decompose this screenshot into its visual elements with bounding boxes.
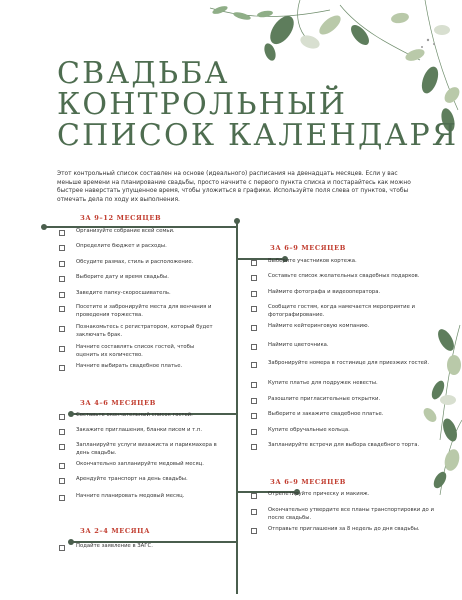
checkbox[interactable]	[251, 413, 257, 419]
checkbox[interactable]	[59, 261, 65, 267]
checklist-item: Выберите и закажите свадебное платье.	[251, 411, 441, 419]
checklist-item: Окончательно утвердите все планы транспортировки до и после свадьбы.	[251, 507, 441, 522]
checklist-item: Запланируйте услуги визажиста и парикмахера в день свадьбы.	[59, 442, 219, 457]
checklist-item: Обсудите размах, стиль и расположение.	[59, 259, 219, 267]
section-heading-2-4-months: ЗА 2–4 МЕСЯЦА	[80, 527, 151, 535]
checklist-item: Арендуйте транспорт на день свадьбы.	[59, 476, 219, 484]
checklist-item: Выберите участников кортежа.	[251, 258, 441, 266]
checklist-item: Подайте заявление в ЗАГС.	[59, 543, 219, 551]
section-heading-6-9-months: ЗА 6–9 МЕСЯЦЕВ	[270, 244, 346, 252]
checkbox[interactable]	[251, 444, 257, 450]
checkbox[interactable]	[251, 344, 257, 350]
checklist-item: Сообщите гостям, когда намечается мероприятие и фотографирование.	[251, 304, 441, 319]
checkbox[interactable]	[251, 398, 257, 404]
checkbox[interactable]	[59, 306, 65, 312]
checklist-item: Определите бюджет и расходы.	[59, 243, 219, 251]
checklist-item: Закажите приглашения, бланки писем и т.п.	[59, 427, 219, 435]
checklist-item: Забронируйте номера в гостинице для приезжих гостей.	[251, 360, 441, 368]
title-line-1: СВАДЬБА	[57, 56, 230, 91]
checkbox[interactable]	[59, 495, 65, 501]
checklist-item: Наймите фотографа и видеооператора.	[251, 289, 441, 297]
checklist-item: Познакомьтесь с регистратором, который будет заключать брак.	[59, 324, 219, 339]
checkbox[interactable]	[59, 346, 65, 352]
checkbox[interactable]	[59, 414, 65, 420]
checklist-item: Наймите цветочника.	[251, 342, 441, 350]
checkbox[interactable]	[251, 509, 257, 515]
checkbox[interactable]	[59, 326, 65, 332]
checkbox[interactable]	[59, 545, 65, 551]
checkbox[interactable]	[59, 478, 65, 484]
checklist-item: Начните составлять список гостей, чтобы оценить их количество.	[59, 344, 219, 359]
section-heading-9-12-months: ЗА 9–12 МЕСЯЦЕВ	[80, 214, 162, 222]
checkbox[interactable]	[59, 463, 65, 469]
checkbox[interactable]	[59, 444, 65, 450]
checkbox[interactable]	[251, 291, 257, 297]
timeline-vertical-line	[236, 222, 238, 594]
checkbox[interactable]	[251, 306, 257, 312]
checklist-item: Составьте список желательных свадебных подарков.	[251, 273, 441, 281]
checklist-item: Наймите кейтеринговую компанию.	[251, 323, 441, 331]
checkbox[interactable]	[251, 429, 257, 435]
checkbox[interactable]	[251, 260, 257, 266]
checkbox[interactable]	[59, 276, 65, 282]
checklist-item: Купите платье для подружек невесты.	[251, 380, 441, 388]
checkbox[interactable]	[59, 292, 65, 298]
checklist-item: Запланируйте встречи для выбора свадебного торта.	[251, 442, 441, 450]
checklist-item: Заведите папку-скоросшиватель.	[59, 290, 219, 298]
checklist-item: Разошлите пригласительные открытки.	[251, 396, 441, 404]
section-heading-4-6-months: ЗА 4–6 МЕСЯЦЕВ	[80, 399, 156, 407]
checkbox[interactable]	[59, 245, 65, 251]
checklist-item: Отрепетируйте прическу и макияж.	[251, 491, 441, 499]
checklist-item: Начните планировать медовый месяц.	[59, 493, 219, 501]
checkbox[interactable]	[251, 325, 257, 331]
title-line-3: СПИСОК КАЛЕНДАРЯ	[57, 118, 459, 153]
checklist-item: Начните выбирать свадебное платье.	[59, 363, 219, 371]
checklist-item: Организуйте собрание всей семьи.	[59, 228, 219, 236]
checklist-item: Выберите дату и время свадьбы.	[59, 274, 219, 282]
checkbox[interactable]	[251, 493, 257, 499]
checklist-item: Отправьте приглашения за 8 недель до дня свадьбы.	[251, 526, 441, 534]
intro-paragraph: Этот контрольный список составлен на основе (идеального) расписания на двенадцать месяцев. Если у вас меньше времени на планирование свадьбы, просто начните с первого пункта списка и постарайтесь как можно быстрее наверстать упущенное время, чтобы уложиться в графики. Используйте поля слева от пунктов, чтобы отмечать дела по ходу их выполнения.	[57, 171, 411, 203]
checkbox[interactable]	[59, 230, 65, 236]
checklist-item: Купите обручальные кольца.	[251, 427, 441, 435]
title-line-2: КОНТРОЛЬНЫЙ	[57, 87, 348, 122]
page-title	[57, 58, 458, 151]
checkbox[interactable]	[251, 528, 257, 534]
checkbox[interactable]	[59, 365, 65, 371]
checkbox[interactable]	[251, 275, 257, 281]
checkbox[interactable]	[59, 429, 65, 435]
checkbox[interactable]	[251, 362, 257, 368]
checklist-item: Посетите и забронируйте места для венчания и проведения торжества.	[59, 304, 219, 319]
checklist-item: Составьте окончательный список гостей.	[59, 412, 219, 420]
section-heading-6-9-months-lower: ЗА 6–9 МЕСЯЦЕВ	[270, 478, 346, 486]
checklist-item: Окончательно запланируйте медовый месяц.	[59, 461, 219, 469]
checkbox[interactable]	[251, 382, 257, 388]
